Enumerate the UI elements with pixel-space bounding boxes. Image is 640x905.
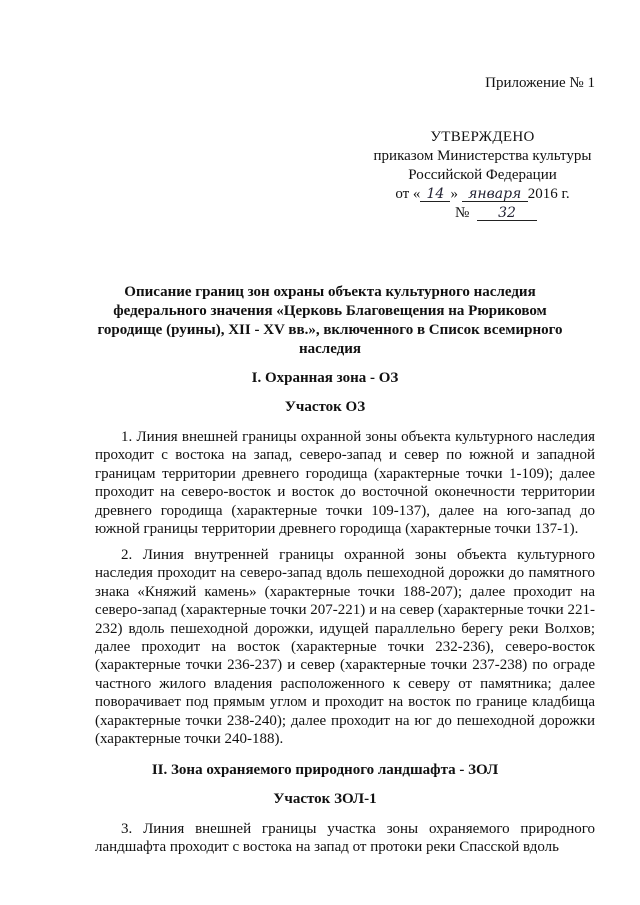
date-day-handwritten: 14 (420, 187, 450, 202)
section-2-heading: II. Зона охраняемого природного ландшафта - ЗОЛ (151, 762, 499, 778)
date-mid: » (450, 186, 458, 202)
paragraph-3 (95, 820, 595, 857)
paragraph-2 (95, 546, 595, 748)
paragraph-1-text: 1. Линия внешней границы охранной зоны объекта культурного наследия проходит с востока на запад, северо-запад и север по южной и западной границам территории древнего городища (характерные точки 1-109); далее проходит на северо-восток и восток до восточной оконечности территории древнего городища (характерные точки 109-137), далее на юго-запад до южной границы территории древнего городища (характерные точки 137-1). (95, 429, 595, 538)
paragraph-2-text: 2. Линия внутренней границы охранной зоны объекта культурного наследия проходит на северо-запад вдоль пешеходной дорожки до памятного знака «Княжий камень» (характерные точки 188-207); далее проходит на северо-запад (характерные точки 207-221) и на север (характерные точки 221-232) вдоль пешеходной дорожки, идущей параллельно берегу реки Волхов; далее проходит на восток (характерные точки 232-236), северо-восток (характерные точки 236-237) и север (характерные точки 237-238) по ограде частного жилого владения расположенного к северу от памятника; далее поворачивает под прямым углом и проходит на восток по границе кладбища (характерные точки 238-240); далее проходит на юг до пешеходной дорожки (характерные точки 240-188). (95, 547, 595, 748)
order-number-handwritten: 32 (477, 206, 537, 221)
paragraph-3-text: 3. Линия внешней границы участка зоны охраняемого природного ландшафта проходит с востока на запад от протоки реки Спасской вдоль (95, 821, 595, 856)
date-prefix: от « (395, 186, 421, 202)
approved-title: УТВЕРЖДЕНО (430, 129, 535, 145)
date-month-handwritten: января (462, 187, 528, 202)
section-2-subheading: Участок ЗОЛ-1 (273, 791, 377, 807)
date-year: 2016 г. (527, 186, 570, 202)
appendix-label: Приложение № 1 (485, 75, 595, 91)
order-line-1: приказом Министерства культуры (373, 148, 592, 164)
document-title: Описание границ зон охраны объекта культурного наследия федерального значения «Церковь Благовещения на Рюриковом городище (руины), XII - XV вв.», включенного в Список всемирного наследия (97, 284, 563, 357)
order-line-2: Российской Федерации (408, 167, 557, 183)
paragraph-1 (95, 428, 595, 538)
number-prefix: № (455, 205, 470, 221)
order-date-line (360, 185, 605, 204)
approval-block (360, 128, 605, 204)
order-number-line (455, 205, 537, 222)
section-1-subheading: Участок ОЗ (284, 399, 366, 415)
section-1-heading: I. Охранная зона - ОЗ (251, 370, 399, 386)
